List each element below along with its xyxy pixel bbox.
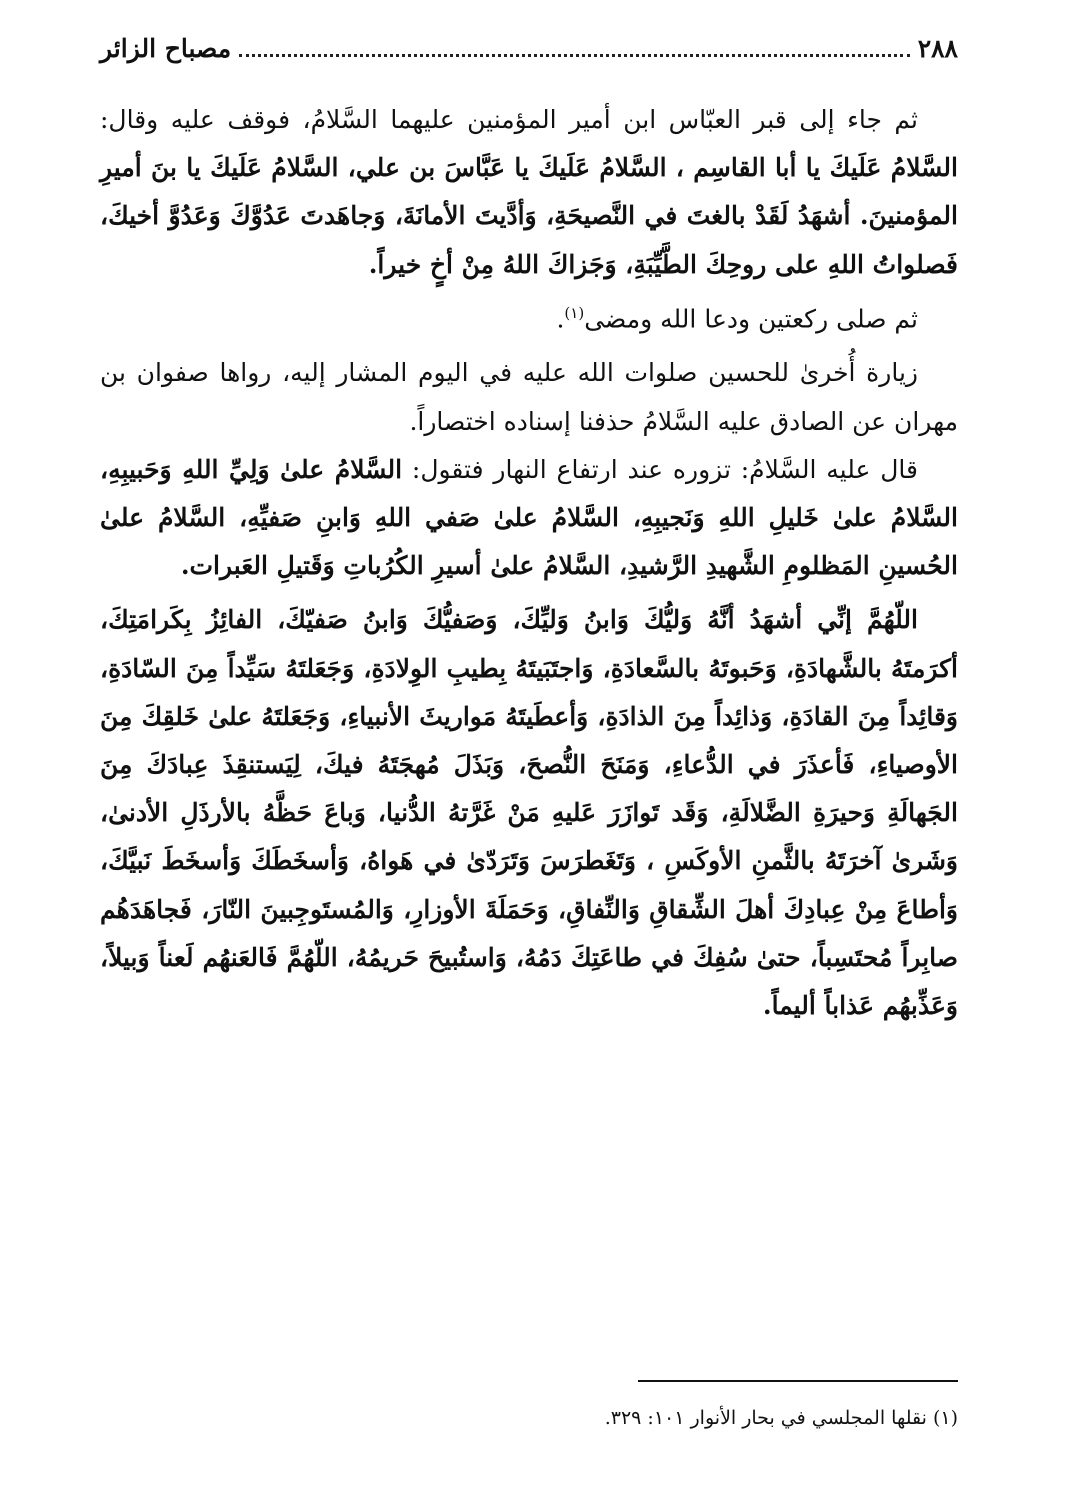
abbas-intro-text: ثم جاء إلى قبر العبّاس ابن أمير المؤمنين عليهما السَّلامُ، فوقف عليه وقال:: [100, 105, 918, 134]
paragraph-abbas-intro: [100, 96, 958, 289]
husayn-salutation-text: السَّلامُ علىٰ وَلِيِّ اللهِ وَحَبيبِهِ، السَّلامُ علىٰ خَليلِ اللهِ وَنَجيبِهِ، السَّلامُ علىٰ صَفي اللهِ وَابنِ صَفيِّهِ، السَّلامُ علىٰ الحُسينِ المَظلومِ الشَّهيدِ الرَّشيدِ، السَّلامُ علىٰ أسيرِ الكُرُباتِ وَقَتيلِ العَبرات.: [100, 454, 958, 581]
footnote: (١) نقلها المجلسي في بحار الأنوار ١٠١: ٣٢٩.: [604, 1407, 958, 1429]
footnote-marker: (١): [564, 303, 585, 322]
footnote-separator: [638, 1380, 958, 1382]
abbas-ziyara-text: السَّلامُ عَلَيكَ يا أبا القاسِم ، السَّلامُ عَلَيكَ يا عَبَّاسَ بن علي، السَّلامُ عَلَيكَ يا بنَ أميرِ المؤمنينَ. أشهَدُ لَقَدْ بالغتَ في النَّصيحَةِ، وَأدَّيتَ الأمانَةَ، وَجاهَدتَ عَدُوَّكَ وَعَدُوَّ أخيكَ، فَصلواتُ اللهِ على روحِكَ الطَّيِّبَةِ، وَجَزاكَ اللهُ مِنْ أخٍ خيراً.: [100, 153, 958, 279]
imam-saying-text: قال عليه السَّلامُ: تزوره عند ارتفاع النهار فتقول:: [402, 454, 918, 484]
paragraph-prayer-note: [100, 289, 958, 344]
page-number: ٢٨٨: [917, 33, 958, 63]
prayer-note-text: ثم صلى ركعتين ودعا الله ومضى: [584, 304, 918, 334]
paragraph-another-ziyara: زيارة أُخرىٰ للحسين صلوات الله عليه في اليوم المشار إليه، رواها صفوان بن مهران عن الصادق عليه السَّلامُ حذفنا إسناده اختصاراً.: [100, 358, 958, 436]
paragraph-imam-saying: [100, 446, 958, 591]
page-header: [100, 28, 958, 68]
prayer-note-end: .: [556, 304, 565, 334]
paragraph-supplication: اللّهُمَّ إنِّي أشهَدُ أنَّهُ وَليُّكَ وَابنُ وَليِّكَ، وَصَفيُّكَ وَابنُ صَفيّكَ، الفائِزُ بِكَرامَتِكَ، أكرَمتَهُ بالشَّهادَةِ، وَحَبوتَهُ بالسَّعادَةِ، وَاجتَبَيتَهُ بِطيبِ الوِلادَةِ، وَجَعَلتَهُ سَيِّداً مِنَ السّادَةِ، وَقائِداً مِنَ القادَةِ، وَذائِداً مِنَ الذادَةِ، وَأعطَيتَهُ مَواريثَ الأنبياءِ، وَجَعَلتَهُ علىٰ خَلقِكَ مِنَ الأوصياءِ، فَأعذَرَ في الدُّعاءِ، وَمَنَحَ النُّصحَ، وَبَذَلَ مُهجَتَهُ فيكَ، لِيَستنقِذَ عِبادَكَ مِنَ الجَهالَةِ وَحيرَةِ الضَّلالَةِ، وَقَد تَوازَرَ عَليهِ مَنْ غَرَّتهُ الدُّنيا، وَباعَ حَظَّهُ بالأرذَلِ الأدنىٰ، وَشَرىٰ آخرَتَهُ بالثَّمنِ الأوكَسِ ، وَتَغَطرَسَ وَتَرَدّىٰ في هَواهُ، وَأسخَطَكَ وَأسخَطَ نَبيَّكَ، وَأطاعَ مِنْ عِبادِكَ أهلَ الشِّقاقِ وَالنِّفاقِ، وَحَمَلَةَ الأوزارِ، وَالمُستَوجِبينَ النّارَ، فَجاهَدَهُم صابِراً مُحتَسِباً، حتىٰ سُفِكَ في طاعَتِكَ دَمُهُ، وَاستُبيحَ حَريمُهُ، اللّهُمَّ فَالعَنهُم لَعناً وَبيلاً، وَعَذِّبهُم عَذاباً أليماً.: [100, 605, 958, 1020]
header-dotted-leader: [239, 40, 910, 57]
book-title: مصباح الزائر: [100, 33, 232, 63]
body-text: [100, 96, 958, 1030]
